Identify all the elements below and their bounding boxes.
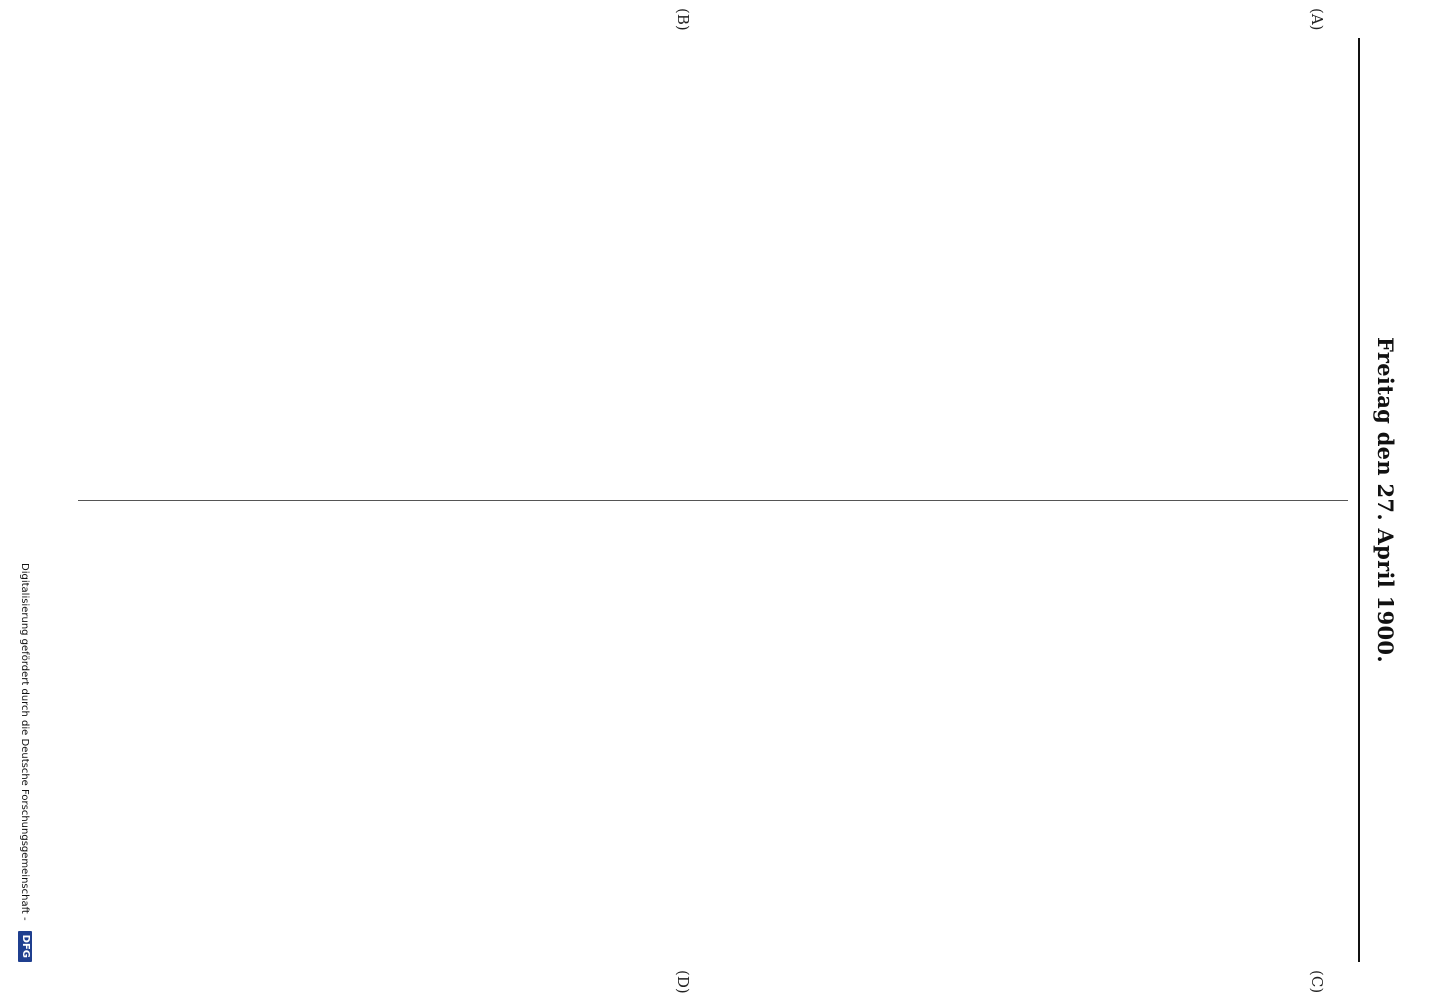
digitization-note-text: Digitalisierung gefördert durch die Deutsche Forschungsgemeinschaft - — [19, 563, 31, 921]
column-marker-d: (D) — [674, 970, 692, 994]
header-date: Freitag den 27. April 1900. — [1373, 337, 1398, 663]
column-marker-c: (C) — [1308, 970, 1326, 994]
column-marker-a: (A) — [1308, 8, 1326, 31]
digitization-note — [10, 0, 40, 1000]
text-column-left — [78, 38, 1348, 478]
dfg-logo-badge: DFG — [18, 931, 32, 962]
column-marker-b: (B) — [674, 8, 692, 31]
column-divider — [78, 500, 1348, 501]
header-rule — [1358, 38, 1360, 962]
text-column-right — [78, 522, 1348, 962]
running-header — [1373, 38, 1398, 962]
